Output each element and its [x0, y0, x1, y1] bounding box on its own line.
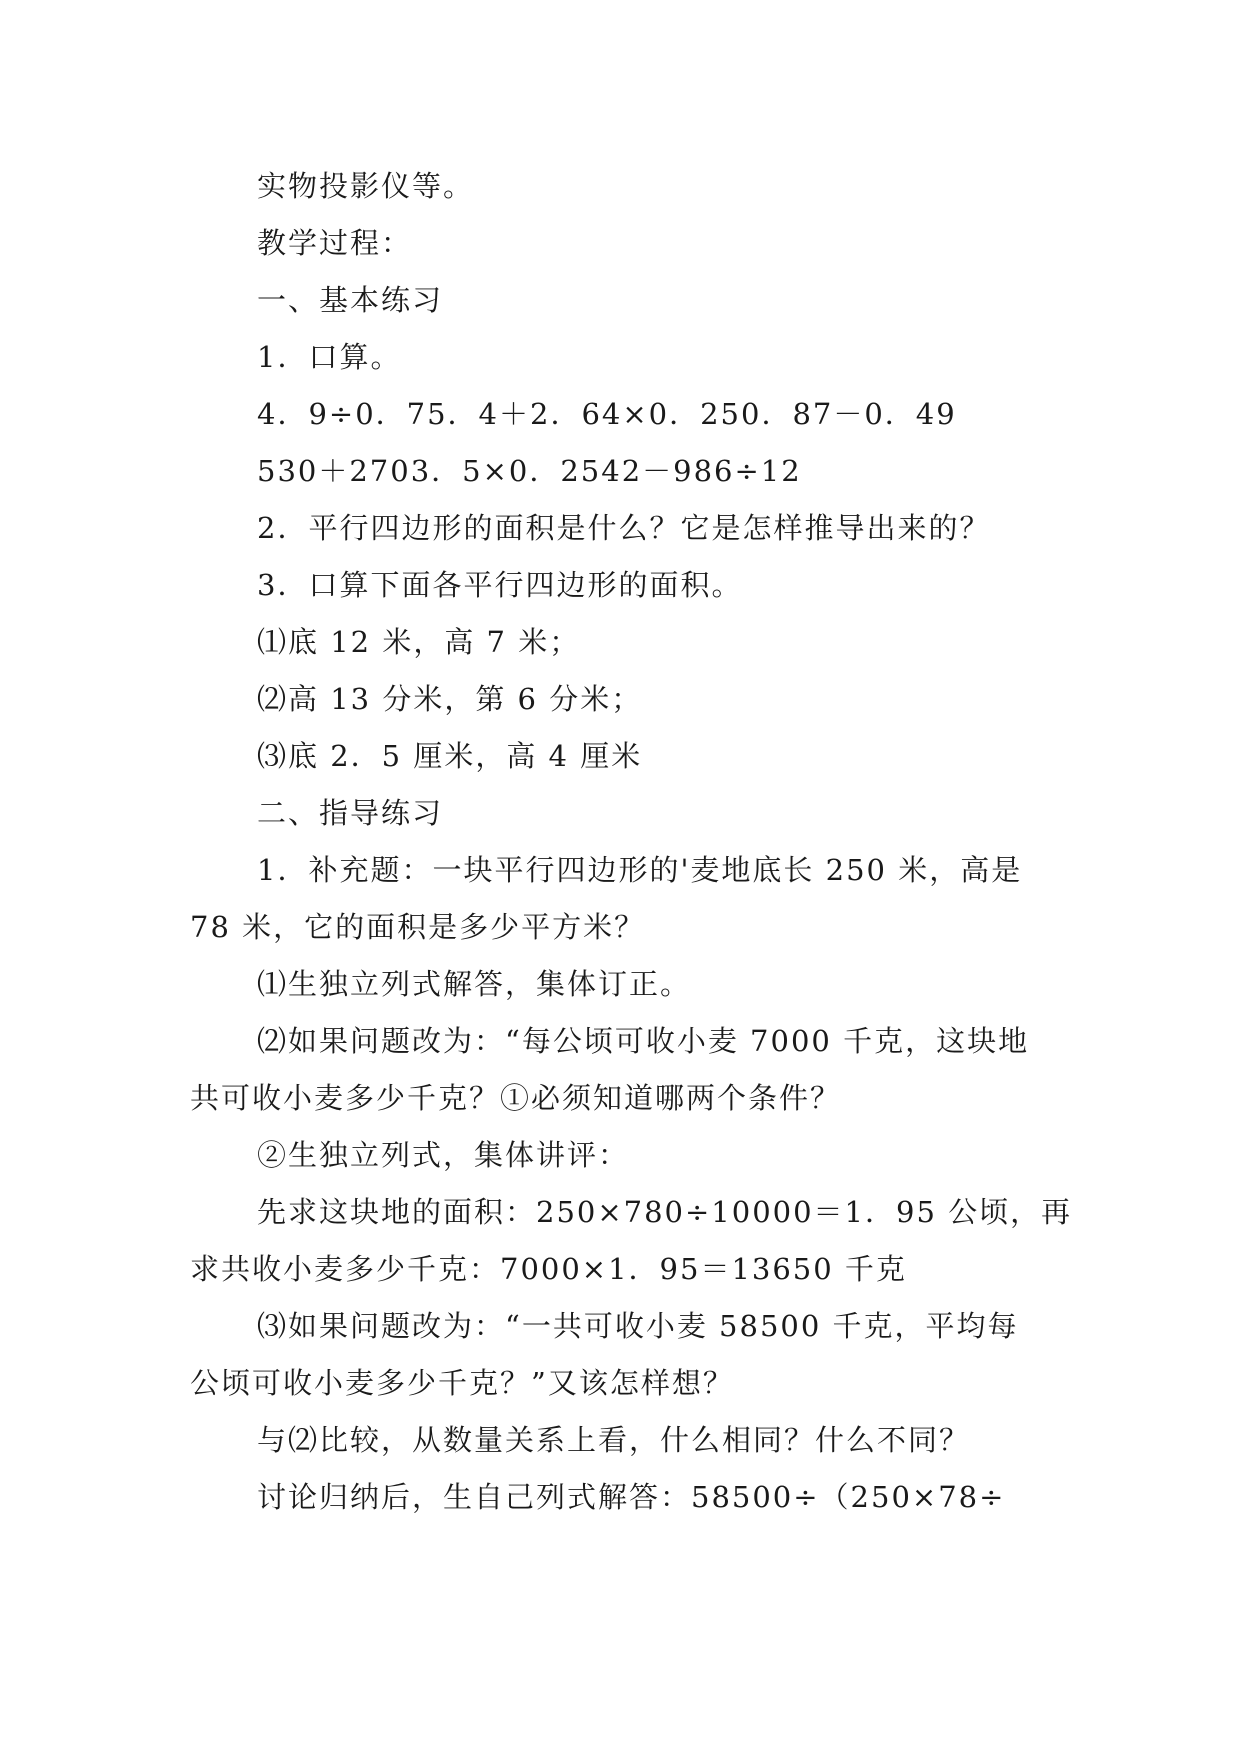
text-line: ⑵高 13 分米，第 6 分米；	[257, 682, 643, 716]
text-line: ⑴底 12 米，高 7 米；	[257, 625, 581, 659]
text-line: ②生独立列式，集体讲评：	[257, 1138, 630, 1172]
text-line: 实物投影仪等。	[257, 169, 475, 203]
text-line: 公顷可收小麦多少千克？”又该怎样想？	[190, 1366, 734, 1400]
math-line: 讨论归纳后，生自己列式解答：58500÷（250×78÷	[257, 1480, 1006, 1514]
text-line: ⑶底 2．5 厘米，高 4 厘米	[257, 739, 643, 773]
section-heading: 一、基本练习	[257, 283, 444, 317]
math-line: 先求这块地的面积：250×780÷10000＝1．95 公顷，再	[257, 1195, 1073, 1229]
math-line: 求共收小麦多少千克：7000×1．95＝13650 千克	[190, 1252, 907, 1286]
text-line: 共可收小麦多少千克？①必须知道哪两个条件？	[190, 1081, 842, 1115]
text-line: ⑶如果问题改为：“一共可收小麦 58500 千克，平均每	[257, 1309, 1019, 1343]
text-line: 3．口算下面各平行四边形的面积。	[257, 568, 743, 602]
text-line: 与⑵比较，从数量关系上看，什么相同？什么不同？	[257, 1423, 971, 1457]
text-line: 1．补充题：一块平行四边形的'麦地底长 250 米，高是	[257, 853, 1023, 887]
text-line: 2．平行四边形的面积是什么？它是怎样推导出来的？	[257, 511, 991, 545]
text-line: 教学过程：	[257, 226, 413, 260]
math-line: 530＋2703．5×0．2542－986÷12	[257, 454, 802, 488]
text-line: ⑴生独立列式解答，集体订正。	[257, 967, 692, 1001]
text-line: 1．口算。	[257, 340, 402, 374]
text-line: 78 米，它的面积是多少平方米？	[190, 910, 646, 944]
math-line: 4．9÷0．75．4＋2．64×0．250．87－0．49	[257, 397, 957, 431]
section-heading: 二、指导练习	[257, 796, 444, 830]
text-line: ⑵如果问题改为：“每公顷可收小麦 7000 千克，这块地	[257, 1024, 1030, 1058]
